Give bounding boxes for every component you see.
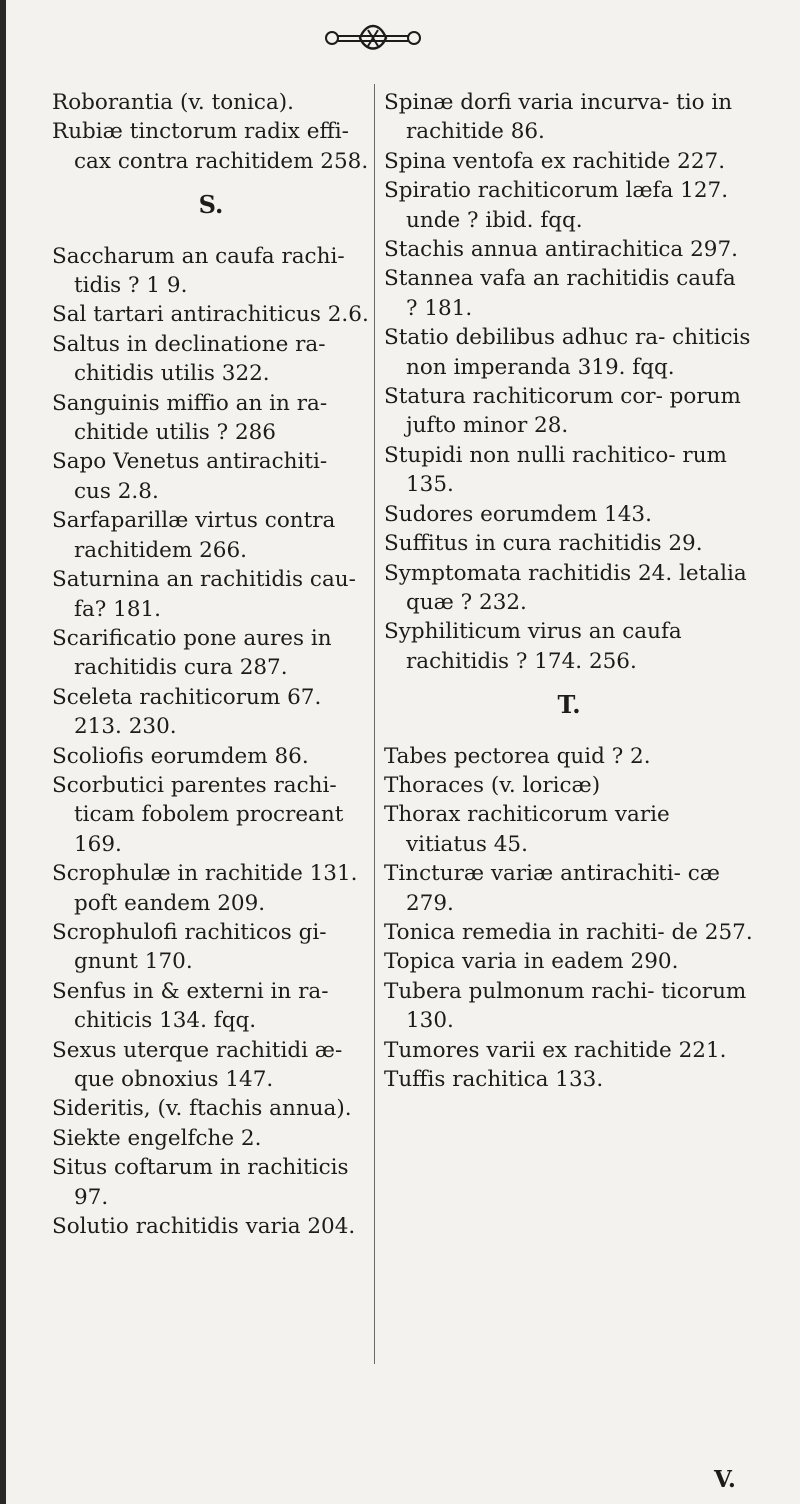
index-entry: Tincturæ variæ antirachiti- cæ 279.: [384, 861, 720, 916]
page-binding-edge: [0, 0, 6, 1504]
index-entry: Saltus in declinatione ra- chitidis utilis 322.: [52, 331, 326, 387]
index-entry: Syphiliticum virus an caufa rachitidis ? 174. 256.: [384, 619, 682, 674]
index-entry: Siekte engelfche 2.: [52, 1125, 262, 1151]
index-entry: Thoraces (v. loricæ): [384, 772, 601, 798]
header-ornament: [318, 16, 428, 56]
catchword: V.: [714, 1466, 736, 1493]
right-column: [384, 88, 754, 1094]
index-entry: Statio debilibus adhuc ra- chiticis non imperanda 319. fqq.: [384, 325, 751, 380]
index-entry: Solutio rachitidis varia 204.: [52, 1214, 356, 1240]
left-column: [52, 88, 370, 1241]
index-entry: Sapo Venetus antirachiti- cus 2.8.: [52, 449, 328, 504]
index-entry: Stupidi non nulli rachitico- rum 135.: [384, 442, 727, 498]
index-entry: Topica varia in eadem 290.: [384, 949, 679, 975]
index-entry: Sideritis, (v. ftachis annua).: [52, 1096, 352, 1122]
index-entry: Spina ventofa ex rachitide 227.: [384, 148, 726, 174]
index-entry: Rubiæ tinctorum radix effi- cax contra rachitidem 258.: [52, 119, 369, 174]
index-entry: Symptomata rachitidis 24. letalia quæ ? 232.: [384, 560, 747, 615]
index-entry: Scorbutici parentes rachi- ticam fobolem procreant 169.: [52, 772, 344, 857]
index-entry: Sceleta rachiticorum 67. 213. 230.: [52, 684, 322, 740]
index-entry: Sal tartari antirachiticus 2.6.: [52, 302, 369, 328]
index-entry: Statura rachiticorum cor- porum jufto minor 28.: [384, 384, 741, 439]
index-entry: Scoliofis eorumdem 86.: [52, 743, 309, 769]
index-entry: Saccharum an caufa rachi- tidis ? 1 9.: [52, 243, 345, 299]
index-entry: Scrophulæ in rachitide 131. poft eandem 209.: [52, 861, 358, 916]
index-entry: Tabes pectorea quid ? 2.: [384, 743, 651, 769]
index-entry: Tumores varii ex rachitide 221.: [384, 1037, 727, 1063]
index-entry: Thorax rachiticorum varie vitiatus 45.: [384, 802, 670, 857]
index-entry: Tubera pulmonum rachi- ticorum 130.: [384, 978, 747, 1034]
index-entry: Scarificatio pone aures in rachitidis cura 287.: [52, 625, 332, 681]
index-entry: Spiratio rachiticorum læfa 127. unde ? ibid. fqq.: [384, 178, 729, 233]
index-entry: Tonica remedia in rachiti- de 257.: [384, 919, 753, 945]
section-letter-t: T.: [557, 690, 581, 720]
index-entry: Stannea vafa an rachitidis caufa ? 181.: [384, 266, 736, 321]
index-entry: Suffitus in cura rachitidis 29.: [384, 531, 703, 557]
index-entry: Sexus uterque rachitidi æ- que obnoxius 147.: [52, 1037, 343, 1092]
index-entry: Spinæ dorfi varia incurva- tio in rachitide 86.: [384, 90, 733, 145]
index-entry: Senfus in & externi in ra- chiticis 134. fqq.: [52, 978, 329, 1034]
index-entry: Sanguinis miffio an in ra- chitide utilis ? 286: [52, 390, 328, 446]
section-letter-s: S.: [198, 190, 224, 220]
column-divider: [374, 84, 375, 1364]
index-entry: Situs coftarum in rachiticis 97.: [52, 1155, 349, 1210]
index-entry: Scrophulofi rachiticos gi- gnunt 170.: [52, 919, 327, 975]
index-entry: Tuffis rachitica 133.: [384, 1067, 604, 1092]
index-entry: Roborantia (v. tonica).: [52, 90, 294, 115]
index-entry: Sarfaparillæ virtus contra rachitidem 266.: [52, 508, 336, 563]
index-entry: Saturnina an rachitidis cau- fa? 181.: [52, 567, 356, 622]
index-entry: Stachis annua antirachitica 297.: [384, 237, 738, 263]
index-entry: Sudores eorumdem 143.: [384, 501, 652, 527]
